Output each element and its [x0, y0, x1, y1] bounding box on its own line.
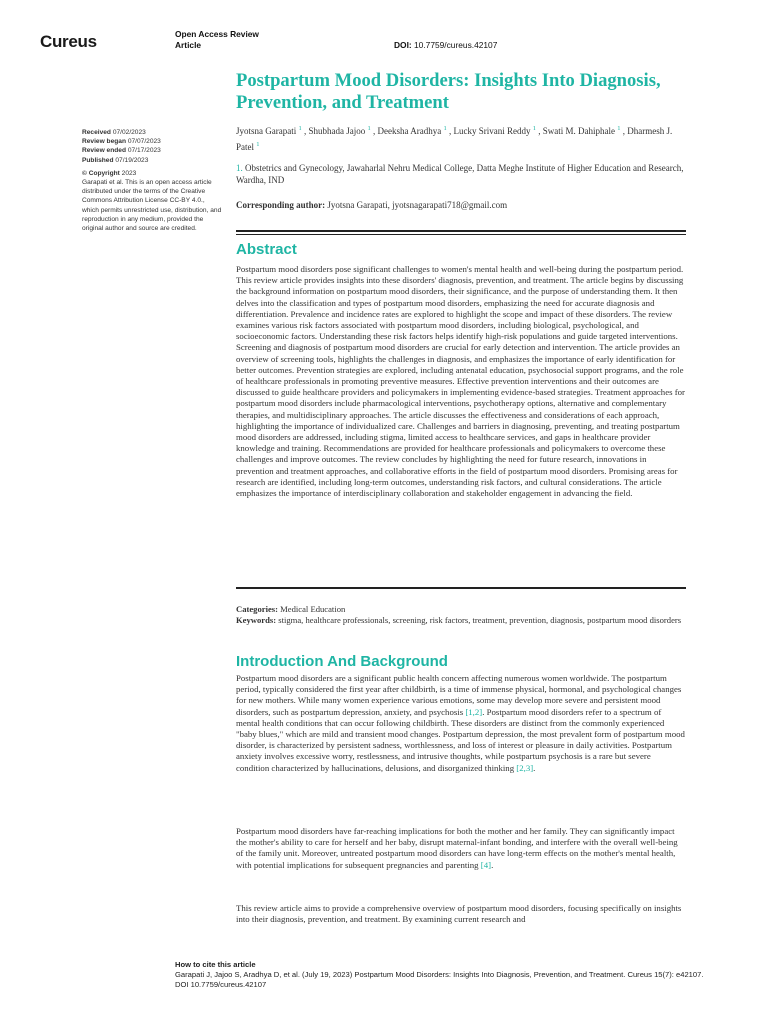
corresponding-text[interactable]: Jyotsna Garapati, jyotsnagarapati718@gmail.com: [327, 200, 508, 210]
category-link[interactable]: Medical Education: [280, 604, 346, 614]
author[interactable]: Dharmesh J. Patel $^1$: [236, 126, 673, 152]
abstract-text: Postpartum mood disorders pose significant challenges to women's mental health and well-being during the postpartum period. This review article provides insights into these disorders' diagnosis, prevention, and treatment. The article begins by discussing the background information on postpartum mood disorders, their significance, and the purpose of understanding them. It then delves into the classification and types of postpartum mood disorders, emphasizing the need for accurate diagnosis and differentiation. Prevalence and incidence rates are explored to highlight the scope and impact of these disorders. The review examines various risk factors associated with postpartum mood disorders, including biological, psychological, and socioeconomic factors. Understanding these risk factors helps identify high-risk populations and guide targeted interventions. Screening and diagnosis of postpartum mood disorders are crucial for early detection and intervention. The article provides an overview of screening tools, highlights the challenges in diagnosis, and emphasizes the importance of early identification for better outcomes. Prevention strategies are explored, including antenatal education, psychosocial support programs, and the role of healthcare professionals in promoting preventive measures. Effective prevention interventions and their outcomes are discussed to guide healthcare providers and policymakers in implementing evidence-based strategies. Treatment approaches for postpartum mood disorders include pharmacological interventions, psychotherapy options, alternative and complementary therapies, and multidisciplinary approaches. The article discusses the effectiveness and considerations of each approach, highlighting the importance of individualized care. Challenges and barriers in diagnosing, preventing, and treating postpartum mood disorders are addressed, including stigma, limited access to healthcare services, and gaps in healthcare provider knowledge and training. Recommendations are provided for healthcare professionals and policymakers to overcome these challenges and improve outcomes. The review concludes by highlighting the need for future research, innovations in prevention and treatment approaches, and collaborative efforts in the field of postpartum mood disorders. Promising areas for research are identified, including long-term outcomes, understanding risk factors, and cultural considerations. The article emphasizes the importance of interdisciplinary collaboration and stakeholder engagement in advancing the field.: [236, 264, 685, 499]
copyright: © Copyright 2023: [82, 169, 137, 177]
categories: Categories: Medical Education: [236, 604, 346, 614]
doi: [394, 40, 497, 50]
article-sidebar: [82, 128, 222, 233]
intro-paragraph-1: Postpartum mood disorders are a significant public health concern affecting numerous women worldwide. The postpartum period, typically considered the first year after childbirth, is a time of immense physical, hormonal, and psychological changes for new mothers. While many women experience various emotions, some may develop more severe and persistent mood disorders, such as postpartum depression, anxiety, and psychosis [1,2]. Postpartum mood disorders refer to a spectrum of mental health conditions that can occur following childbirth. These disorders are distinct from the commonly experienced "baby blues," which are mild and transient mood changes. Postpartum depression, the most prevalent form of postpartum mood disorder, is characterized by persistent sadness, worthlessness, and loss of interest or pleasure in daily activities. Postpartum anxiety involves excessive worry, restlessness, and intrusive thoughts, while postpartum psychosis is a rare but severe condition characterized by hallucinations, delusions, and disorganized thinking [2,3].: [236, 673, 685, 773]
affiliation-number: 1.: [236, 163, 243, 173]
review-began-date: Review began 07/07/2023: [82, 138, 161, 146]
keywords: Keywords: stigma, healthcare professionals, screening, risk factors, treatment, prevention, diagnosis, postpartum mood disorders: [236, 615, 682, 625]
corresponding-author: [236, 200, 686, 210]
author[interactable]: Deeksha Aradhya $^1$: [377, 125, 447, 136]
author-list: Jyotsna Garapati $^1$ , Shubhada Jajoo $^1$ , Deeksha Aradhya $^1$ , Lucky Srivani Reddy $^1$ , Swati M. Dahiphale $^1$ , Dharmesh J. Patel $^1$: [236, 125, 673, 152]
section-divider: [236, 230, 686, 235]
intro-heading: Introduction And Background: [236, 653, 448, 670]
article-type-line1: Open Access Review: [175, 29, 259, 39]
how-to-cite-text: Garapati J, Jajoo S, Aradhya D, et al. (July 19, 2023) Postpartum Mood Disorders: Insights Into Diagnosis, Prevention, and Treatment. Cureus 15(7): e42107. DOI 10.7759/cureus.42107: [175, 970, 704, 989]
intro-paragraph-3: This review article aims to provide a comprehensive overview of postpartum mood disorders, focusing specifically on insights into their diagnosis, prevention, and treatment. By examining current research and: [236, 903, 682, 925]
author[interactable]: Shubhada Jajoo $^1$: [308, 125, 371, 136]
section-divider: [236, 587, 686, 589]
affiliation: [236, 162, 686, 186]
doi-label: DOI:: [394, 40, 412, 50]
how-to-cite-label: How to cite this article: [175, 960, 256, 969]
corresponding-label: Corresponding author:: [236, 200, 326, 210]
article-type-line2: Article: [175, 40, 202, 50]
intro-paragraph-2: Postpartum mood disorders have far-reaching implications for both the mother and her family. They can significantly impact the mother's ability to care for herself and her baby, disrupt maternal-infant bonding, and interfere with the overall well-being of the family unit. Moreover, untreated postpartum mood disorders can have long-term effects on the mother's mental health, with potential implications for subsequent pregnancies and parenting [4].: [236, 826, 678, 870]
article-title: Postpartum Mood Disorders: Insights Into Diagnosis, Prevention, and Treatment: [236, 70, 661, 113]
citation-ref[interactable]: [1,2]: [465, 706, 483, 717]
doi-value[interactable]: 10.7759/cureus.42107: [414, 40, 498, 50]
article-type: [175, 29, 259, 51]
abstract-heading: Abstract: [236, 241, 297, 258]
categories-keywords: [236, 604, 686, 626]
citation-ref[interactable]: [4]: [480, 859, 492, 870]
received-date: Received 07/02/2023: [82, 129, 146, 136]
author[interactable]: Jyotsna Garapati $^1$: [236, 125, 302, 136]
license-text: Garapati et al. This is an open access article distributed under the terms of the Creative Commons Attribution License CC-BY 4.0., which permits unrestricted use, distribution, and reproduction in any medium, provided the original author and source are credited.: [82, 179, 222, 233]
author[interactable]: Lucky Srivani Reddy $^1$: [453, 125, 536, 136]
author[interactable]: Swati M. Dahiphale $^1$: [542, 125, 621, 136]
review-ended-date: Review ended 07/17/2023: [82, 147, 161, 155]
published-date: Published 07/19/2023: [82, 156, 149, 164]
affiliation-text: Obstetrics and Gynecology, Jawaharlal Nehru Medical College, Datta Meghe Institute of Higher Education and Research, Wardha, IND: [236, 163, 684, 185]
how-to-cite: [175, 960, 715, 990]
citation-ref[interactable]: [2,3]: [516, 762, 534, 773]
journal-logo: Cureus: [40, 32, 97, 51]
